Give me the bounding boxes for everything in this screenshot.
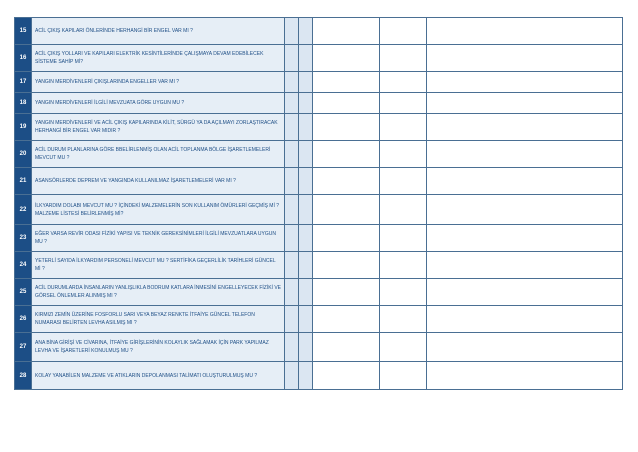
question-text: ACİL DURUM PLANLARINA GÖRE BBELİRLENMİŞ OLAN ACİL TOPLANMA BÖLGE İŞARETLEMELERİ MEVCUT MU ? <box>32 141 285 168</box>
answer-yes-cell[interactable] <box>285 195 299 225</box>
question-text: YANGIN MERDİVENLERİ ÇIKIŞLARINDA ENGELLER VAR MI ? <box>32 72 285 93</box>
row-number: 17 <box>15 72 32 93</box>
answer-yes-cell[interactable] <box>285 168 299 195</box>
answer-yes-cell[interactable] <box>285 252 299 279</box>
answer-yes-cell[interactable] <box>285 362 299 390</box>
answer-no-cell[interactable] <box>299 362 313 390</box>
action-cell[interactable] <box>427 72 623 93</box>
table-row <box>15 279 623 306</box>
question-text: ASANSÖRLERDE DEPREM VE YANGINDA KULLANILMAZ İŞARETLEMELERİ VAR MI ? <box>32 168 285 195</box>
responsible-cell[interactable] <box>380 141 427 168</box>
notes-cell[interactable] <box>313 333 380 362</box>
notes-cell[interactable] <box>313 279 380 306</box>
notes-cell[interactable] <box>313 306 380 333</box>
action-cell[interactable] <box>427 306 623 333</box>
table-row <box>15 306 623 333</box>
row-number: 21 <box>15 168 32 195</box>
responsible-cell[interactable] <box>380 114 427 141</box>
question-text: YETERLİ SAYIDA İLKYARDIM PERSONELİ MEVCUT MU ? SERTİFİKA GEÇERLİLİK TARİHLERİ GÜNCEL Mİ ? <box>32 252 285 279</box>
table-row <box>15 252 623 279</box>
responsible-cell[interactable] <box>380 168 427 195</box>
table-row <box>15 195 623 225</box>
action-cell[interactable] <box>427 141 623 168</box>
question-text: YANGIN MERDİVENLERİ İLGİLİ MEVZUATA GÖRE UYGUN MU ? <box>32 93 285 114</box>
table-row <box>15 225 623 252</box>
responsible-cell[interactable] <box>380 195 427 225</box>
row-number: 28 <box>15 362 32 390</box>
notes-cell[interactable] <box>313 141 380 168</box>
answer-no-cell[interactable] <box>299 225 313 252</box>
table-row <box>15 333 623 362</box>
checklist-rows <box>15 18 623 390</box>
responsible-cell[interactable] <box>380 93 427 114</box>
question-text: İLKYARDIM DOLABI MEVCUT MU ? İÇİNDEKİ MALZEMELERİN SON KULLANIM ÖMÜRLERİ GEÇMİŞ Mİ ? MALZEME LİSTESİ BELİRLENMİŞ Mİ? <box>32 195 285 225</box>
action-cell[interactable] <box>427 362 623 390</box>
question-text: ACİL ÇIKIŞ KAPILARI ÖNLERİNDE HERHANGİ BİR ENGEL VAR MI ? <box>32 18 285 45</box>
answer-yes-cell[interactable] <box>285 306 299 333</box>
notes-cell[interactable] <box>313 168 380 195</box>
question-text: ANA BİNA GİRİŞİ VE CİVARINA, İTFAİYE GİRİŞLERİNİN KOLAYLIK SAĞLAMAK İÇİN PARK YAPILMAZ LEVHA VE İŞARETLERİ KONULMUŞ MU ? <box>32 333 285 362</box>
row-number: 26 <box>15 306 32 333</box>
notes-cell[interactable] <box>313 252 380 279</box>
notes-cell[interactable] <box>313 195 380 225</box>
action-cell[interactable] <box>427 225 623 252</box>
answer-yes-cell[interactable] <box>285 225 299 252</box>
question-text: KIRMIZI ZEMİN ÜZERİNE FOSFORLU SARI VEYA BEYAZ RENKTE İTFAİYE GÜNCEL TELEFON NUMARASI BELİRTEN LEVHA ASILMIŞ MI ? <box>32 306 285 333</box>
notes-cell[interactable] <box>313 72 380 93</box>
answer-yes-cell[interactable] <box>285 114 299 141</box>
question-text: EĞER VARSA REVİR ODASI FİZİKİ YAPISI VE TEKNİK GEREKSİNİMLERİ İLGİLİ MEVZUATLARA UYGUN MU ? <box>32 225 285 252</box>
answer-no-cell[interactable] <box>299 72 313 93</box>
table-row <box>15 168 623 195</box>
table-row <box>15 72 623 93</box>
action-cell[interactable] <box>427 168 623 195</box>
answer-no-cell[interactable] <box>299 114 313 141</box>
answer-no-cell[interactable] <box>299 195 313 225</box>
notes-cell[interactable] <box>313 362 380 390</box>
row-number: 19 <box>15 114 32 141</box>
action-cell[interactable] <box>427 333 623 362</box>
responsible-cell[interactable] <box>380 306 427 333</box>
answer-no-cell[interactable] <box>299 333 313 362</box>
row-number: 18 <box>15 93 32 114</box>
action-cell[interactable] <box>427 114 623 141</box>
answer-yes-cell[interactable] <box>285 279 299 306</box>
row-number: 20 <box>15 141 32 168</box>
row-number: 27 <box>15 333 32 362</box>
notes-cell[interactable] <box>313 45 380 72</box>
row-number: 22 <box>15 195 32 225</box>
table-row <box>15 93 623 114</box>
action-cell[interactable] <box>427 93 623 114</box>
responsible-cell[interactable] <box>380 45 427 72</box>
answer-yes-cell[interactable] <box>285 141 299 168</box>
row-number: 23 <box>15 225 32 252</box>
notes-cell[interactable] <box>313 18 380 45</box>
action-cell[interactable] <box>427 252 623 279</box>
responsible-cell[interactable] <box>380 362 427 390</box>
answer-yes-cell[interactable] <box>285 45 299 72</box>
table-row <box>15 362 623 390</box>
answer-yes-cell[interactable] <box>285 333 299 362</box>
answer-yes-cell[interactable] <box>285 93 299 114</box>
row-number: 25 <box>15 279 32 306</box>
notes-cell[interactable] <box>313 225 380 252</box>
answer-no-cell[interactable] <box>299 306 313 333</box>
answer-yes-cell[interactable] <box>285 72 299 93</box>
answer-yes-cell[interactable] <box>285 18 299 45</box>
responsible-cell[interactable] <box>380 72 427 93</box>
answer-no-cell[interactable] <box>299 252 313 279</box>
answer-no-cell[interactable] <box>299 45 313 72</box>
action-cell[interactable] <box>427 279 623 306</box>
row-number: 16 <box>15 45 32 72</box>
action-cell[interactable] <box>427 18 623 45</box>
responsible-cell[interactable] <box>380 252 427 279</box>
question-text: KOLAY YANABİLEN MALZEME VE ATIKLARIN DEPOLANMASI TALİMATI OLUŞTURULMUŞ MU ? <box>32 362 285 390</box>
action-cell[interactable] <box>427 45 623 72</box>
row-number: 24 <box>15 252 32 279</box>
answer-no-cell[interactable] <box>299 93 313 114</box>
responsible-cell[interactable] <box>380 333 427 362</box>
row-number: 15 <box>15 18 32 45</box>
table-row <box>15 18 623 45</box>
action-cell[interactable] <box>427 195 623 225</box>
checklist-table <box>14 17 623 390</box>
question-text: ACİL DURUMLARDA İNSANLARIN YANLIŞLIKLA BODRUM KATLARA İNMESİNİ ENGELLEYECEK FİZİKİ VE GÖRSEL ÖNLEMLER ALINMIŞ MI ? <box>32 279 285 306</box>
question-text: ACİL ÇIKIŞ YOLLARI VE KAPILARI ELEKTRİK KESİNTİLERİNDE ÇALIŞMAYA DEVAM EDEBİLECEK SİSTEME SAHİP Mİ? <box>32 45 285 72</box>
answer-no-cell[interactable] <box>299 141 313 168</box>
answer-no-cell[interactable] <box>299 18 313 45</box>
notes-cell[interactable] <box>313 114 380 141</box>
responsible-cell[interactable] <box>380 18 427 45</box>
responsible-cell[interactable] <box>380 225 427 252</box>
table-row <box>15 45 623 72</box>
answer-no-cell[interactable] <box>299 279 313 306</box>
notes-cell[interactable] <box>313 93 380 114</box>
question-text: YANGIN MERDİVENLERİ VE ACİL ÇIKIŞ KAPILARINDA KİLİT, SÜRGÜ YA DA AÇILMAYI ZORLAŞTIRACAK HERHANGİ BİR ENGEL VAR MIDIR ? <box>32 114 285 141</box>
table-row <box>15 114 623 141</box>
table-row <box>15 141 623 168</box>
responsible-cell[interactable] <box>380 279 427 306</box>
answer-no-cell[interactable] <box>299 168 313 195</box>
